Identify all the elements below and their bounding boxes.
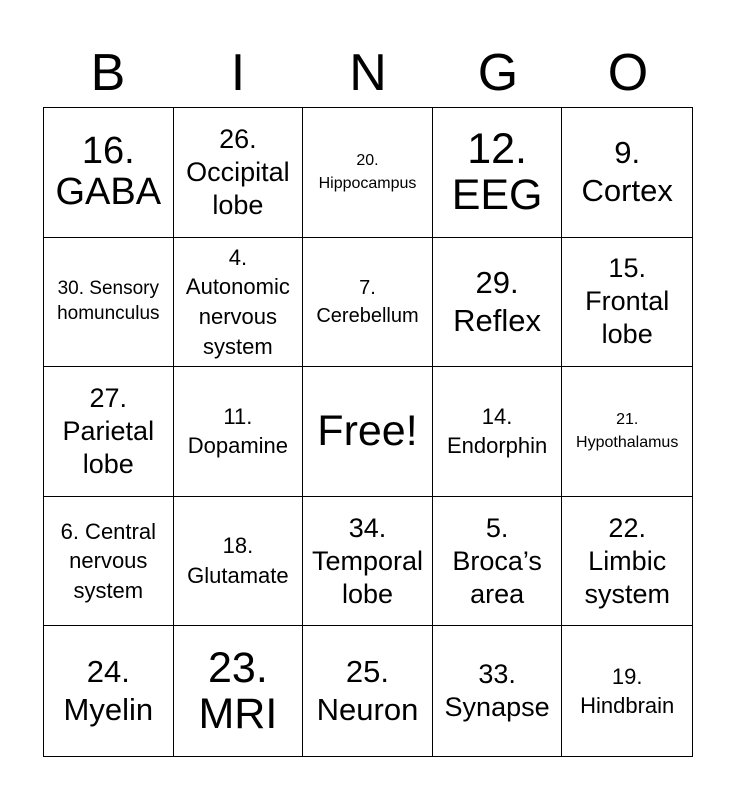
bingo-cell[interactable]: 20. Hippocampus	[303, 108, 433, 238]
bingo-cell[interactable]: 14. Endorphin	[433, 367, 563, 497]
bingo-cell[interactable]: 12. EEG	[433, 108, 563, 238]
bingo-board	[43, 107, 693, 757]
bingo-cell[interactable]: 15. Frontal lobe	[562, 238, 692, 368]
bingo-cell[interactable]: 33. Synapse	[433, 626, 563, 756]
bingo-cell[interactable]: 26. Occipital lobe	[174, 108, 304, 238]
bingo-cell[interactable]: 23. MRI	[174, 626, 304, 756]
header-letter-g: G	[477, 44, 519, 102]
bingo-cell[interactable]: 18. Glutamate	[174, 497, 304, 627]
header-letter-i: I	[230, 44, 246, 102]
bingo-cell[interactable]: 5. Broca’s area	[433, 497, 563, 627]
header-letter-n: N	[349, 44, 387, 102]
bingo-cell[interactable]: 11. Dopamine	[174, 367, 304, 497]
bingo-cell[interactable]: 21. Hypothalamus	[562, 367, 692, 497]
free-space[interactable]: Free!	[303, 367, 433, 497]
bingo-cell[interactable]: 22. Limbic system	[562, 497, 692, 627]
bingo-cell[interactable]: 27. Parietal lobe	[44, 367, 174, 497]
bingo-cell[interactable]: 25. Neuron	[303, 626, 433, 756]
bingo-cell[interactable]: 6. Central nervous system	[44, 497, 174, 627]
bingo-header	[43, 40, 693, 106]
bingo-cell[interactable]: 19. Hindbrain	[580, 663, 675, 719]
header-letter-b: B	[90, 44, 126, 102]
bingo-cell[interactable]: 30. Sensory homunculus	[44, 238, 174, 368]
bingo-cell[interactable]: 34. Temporal lobe	[303, 497, 433, 627]
bingo-cell[interactable]: 4. Autonomic nervous system	[174, 238, 304, 368]
bingo-cell[interactable]: 24. Myelin	[44, 626, 174, 756]
bingo-cell[interactable]: 29. Reflex	[433, 238, 563, 368]
bingo-cell[interactable]: 16. GABA	[44, 108, 174, 238]
bingo-cell[interactable]: 9. Cortex	[562, 108, 692, 238]
bingo-cell[interactable]: 7. Cerebellum	[303, 238, 433, 368]
header-letter-o: O	[607, 44, 649, 102]
